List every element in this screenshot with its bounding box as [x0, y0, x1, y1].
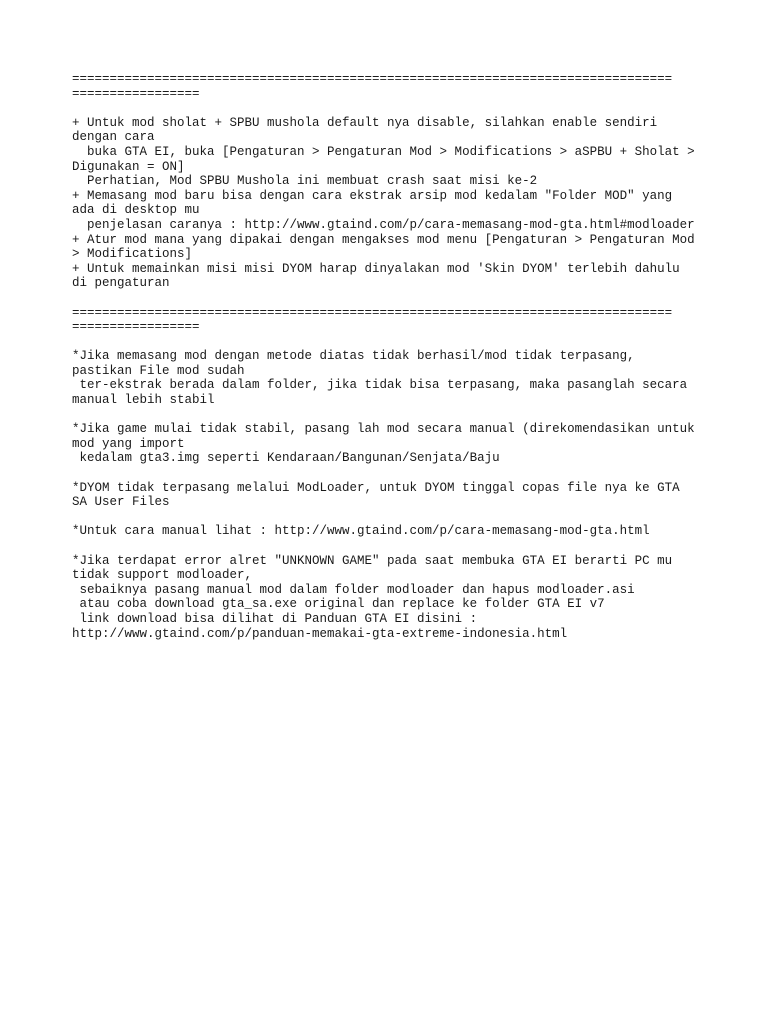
blank-line	[72, 466, 700, 481]
text-line: + Memasang mod baru bisa dengan cara ekstrak arsip mod kedalam "Folder MOD" yang	[72, 188, 673, 203]
text-line: sebaiknya pasang manual mod dalam folder modloader dan hapus modloader.asi	[72, 582, 635, 597]
text-line: ada di desktop mu	[72, 203, 200, 218]
blank-line	[72, 510, 700, 525]
text-line: pastikan File mod sudah	[72, 363, 245, 378]
blank-line	[72, 335, 700, 350]
blank-line	[72, 539, 700, 554]
text-line: =================	[72, 86, 200, 101]
text-line: dengan cara	[72, 130, 155, 145]
text-line: + Untuk memainkan misi misi DYOM harap dinyalakan mod 'Skin DYOM' terlebih dahulu	[72, 261, 680, 276]
text-line: penjelasan caranya : http://www.gtaind.com/p/cara-memasang-mod-gta.html#modloader	[72, 217, 695, 232]
text-line: link download bisa dilihat di Panduan GTA EI disini :	[72, 611, 478, 626]
text-line: + Atur mod mana yang dipakai dengan mengakses mod menu [Pengaturan > Pengaturan Mod	[72, 232, 695, 247]
text-line: mod yang import	[72, 436, 185, 451]
text-line: > Modifications]	[72, 247, 193, 262]
text-line: buka GTA EI, buka [Pengaturan > Pengaturan Mod > Modifications > aSPBU + Sholat >	[72, 144, 695, 159]
text-line: *Jika terdapat error alret "UNKNOWN GAME" pada saat membuka GTA EI berarti PC mu	[72, 553, 673, 568]
text-line: Perhatian, Mod SPBU Mushola ini membuat crash saat misi ke-2	[72, 174, 538, 189]
blank-line	[72, 291, 700, 306]
text-line: atau coba download gta_sa.exe original dan replace ke folder GTA EI v7	[72, 597, 605, 612]
document-page	[72, 72, 700, 641]
blank-line	[72, 408, 700, 423]
blank-line	[72, 101, 700, 116]
text-line: kedalam gta3.img seperti Kendaraan/Bangunan/Senjata/Baju	[72, 451, 500, 466]
text-line: ================================================================================	[72, 72, 673, 86]
text-line: SA User Files	[72, 495, 170, 510]
text-line: *Jika game mulai tidak stabil, pasang lah mod secara manual (direkomendasikan untuk	[72, 422, 695, 437]
text-line: manual lebih stabil	[72, 393, 215, 408]
text-line: di pengaturan	[72, 276, 170, 291]
text-line: ================================================================================	[72, 305, 673, 320]
text-line: Digunakan = ON]	[72, 159, 185, 174]
text-line: tidak support modloader,	[72, 568, 253, 583]
text-line: ter-ekstrak berada dalam folder, jika tidak bisa terpasang, maka pasanglah secara	[72, 378, 688, 393]
text-line: =================	[72, 320, 200, 335]
text-line: *Untuk cara manual lihat : http://www.gtaind.com/p/cara-memasang-mod-gta.html	[72, 524, 650, 539]
text-line: + Untuk mod sholat + SPBU mushola default nya disable, silahkan enable sendiri	[72, 115, 658, 130]
text-line: *Jika memasang mod dengan metode diatas tidak berhasil/mod tidak terpasang,	[72, 349, 635, 364]
text-line: *DYOM tidak terpasang melalui ModLoader, untuk DYOM tinggal copas file nya ke GTA	[72, 480, 680, 495]
text-line: http://www.gtaind.com/p/panduan-memakai-gta-extreme-indonesia.html	[72, 626, 568, 641]
